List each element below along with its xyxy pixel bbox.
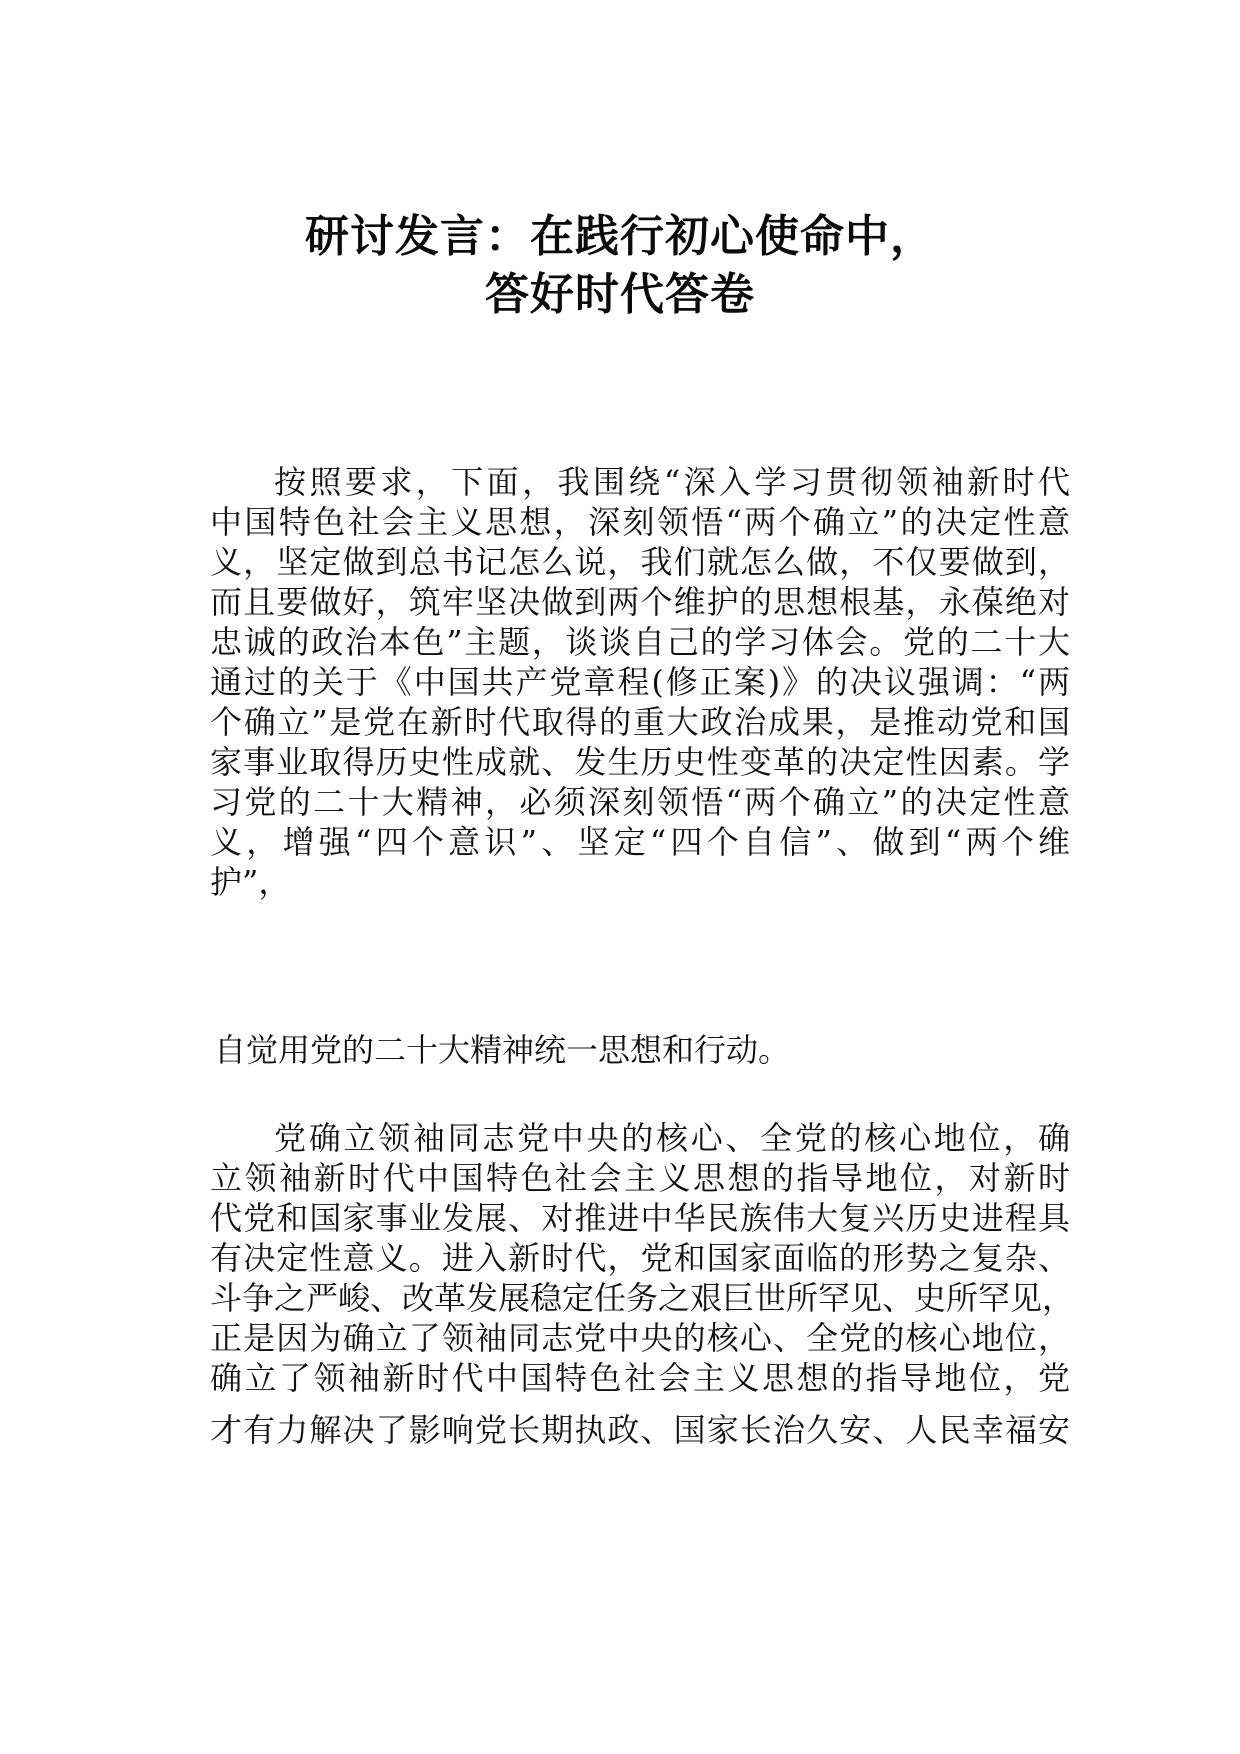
paragraph-3 (210, 1118, 1075, 1450)
text-line: 立领袖新时代中国特色社会主义思想的指导地位，对新时 (210, 1159, 1070, 1197)
text-line: 才有力解决了影响党长期执政、国家长治久安、人民幸福安 (210, 1411, 1070, 1449)
text-line: 义，坚定做到总书记怎么说，我们就怎么做，不仅要做到， (210, 543, 1070, 581)
text-line: 个确立”是党在新时代取得的重大政治成果，是推动党和国 (210, 703, 1070, 741)
text-line: 中国特色社会主义思想，深刻领悟“两个确立”的决定性意 (210, 503, 1070, 541)
paragraph-2 (210, 1030, 1070, 1070)
text-line: 代党和国家事业发展、对推进中华民族伟大复兴历史进程具 (210, 1199, 1070, 1237)
title-line-2: 答好时代答卷 (485, 269, 755, 320)
text-line: 党确立领袖同志党中央的核心、全党的核心地位，确 (274, 1119, 1070, 1157)
paragraph-1 (210, 462, 1070, 902)
text-line: 确立了领袖新时代中国特色社会主义思想的指导地位，党 (210, 1359, 1070, 1397)
text-line: 义，增强“四个意识”、坚定“四个自信”、做到“两个维 (210, 823, 1070, 861)
text-line: 通过的关于《中国共产党章程(修正案)》的决议强调：“两 (210, 663, 1070, 701)
text-line: 而且要做好，筑牢坚决做到两个维护的思想根基，永葆绝对 (210, 583, 1070, 621)
text-line: 习党的二十大精神，必须深刻领悟“两个确立”的决定性意 (210, 783, 1070, 821)
title-line-1: 研讨发言：在践行初心使命中， (305, 211, 935, 262)
text-line: 有决定性意义。进入新时代，党和国家面临的形势之复杂、 (210, 1239, 1070, 1277)
document-title (0, 208, 1240, 324)
text-line: 家事业取得历史性成就、发生历史性变革的决定性因素。学 (210, 743, 1070, 781)
text-line: 忠诚的政治本色”主题，谈谈自己的学习体会。党的二十大 (210, 623, 1070, 661)
text-line: 斗争之严峻、改革发展稳定任务之艰巨世所罕见、史所罕见， (210, 1279, 1075, 1317)
text-line: 护”， (210, 863, 291, 901)
text-line: 按照要求，下面，我围绕“深入学习贯彻领袖新时代 (274, 463, 1070, 501)
text-line: 正是因为确立了领袖同志党中央的核心、全党的核心地位， (210, 1319, 1070, 1357)
text-line: 自觉用党的二十大精神统一思想和行动。 (214, 1031, 791, 1069)
